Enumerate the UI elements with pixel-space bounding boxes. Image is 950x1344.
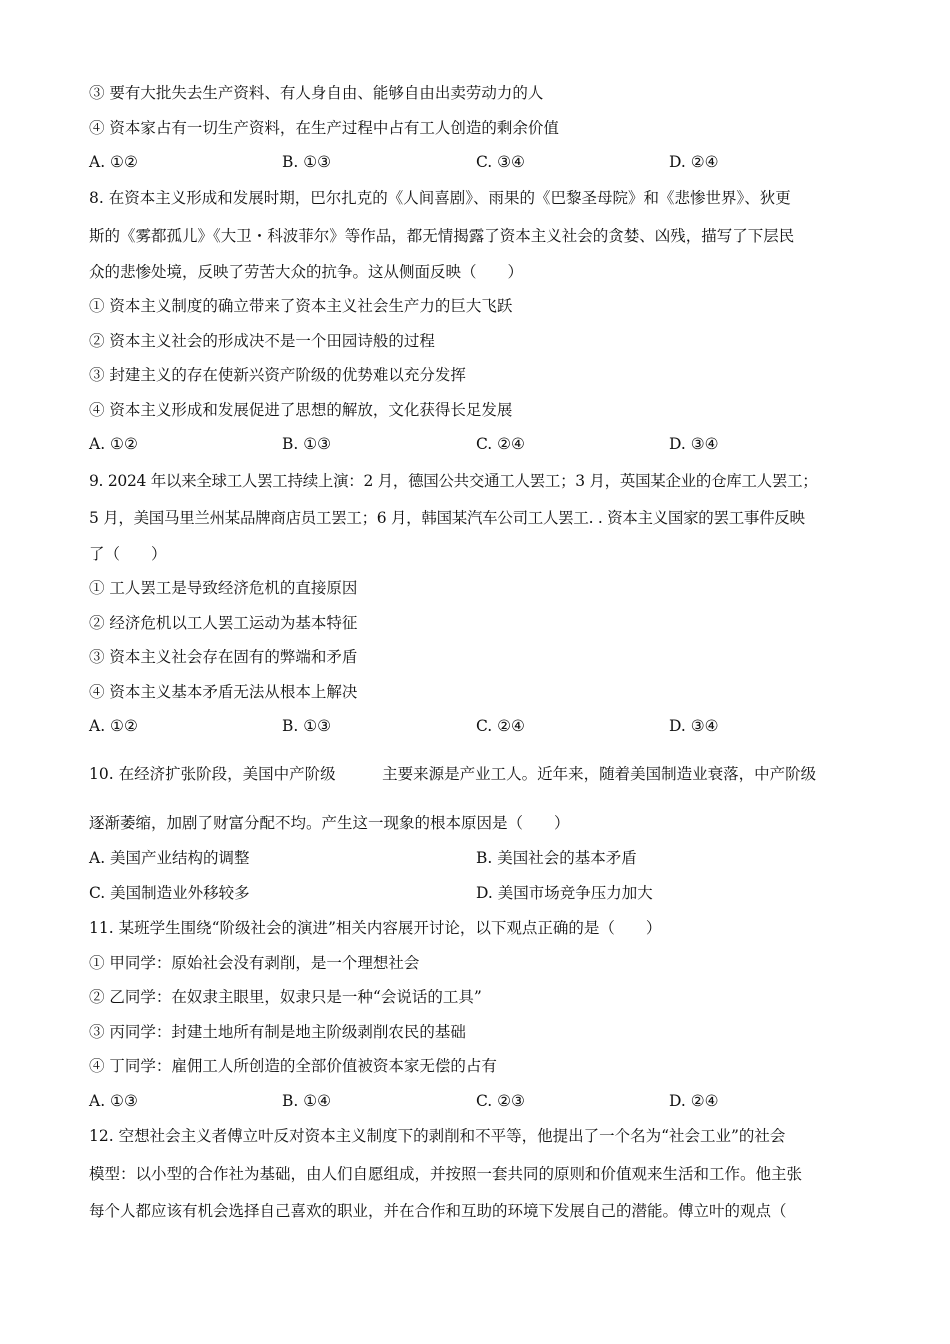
q8-item-1: ① 资本主义制度的确立带来了资本主义社会生产力的巨大飞跃 [89, 297, 513, 315]
q8-stem-line-2: 斯的《雾都孤儿》《大卫・科波菲尔》等作品，都无情揭露了资本主义社会的贪婪、凶残，描写了下层民 [89, 227, 795, 245]
q11-option-d: D. ②④ [669, 1092, 719, 1110]
q11-item-3: ③ 丙同学：封建土地所有制是地主阶级剥削农民的基础 [89, 1023, 466, 1041]
q9-item-1: ① 工人罢工是导致经济危机的直接原因 [89, 579, 358, 597]
q8-stem-line-3: 众的悲惨处境，反映了劳苦大众的抗争。这从侧面反映（ ） [89, 263, 524, 281]
q8-option-c: C. ②④ [476, 435, 525, 453]
q9-option-d: D. ③④ [669, 717, 719, 735]
q11-option-b: B. ①④ [282, 1092, 332, 1110]
q10-stem-line-2: 逐渐萎缩，加剧了财富分配不均。产生这一现象的根本原因是（ ） [89, 814, 570, 832]
q11-stem: 11. 某班学生围绕“阶级社会的演进”相关内容展开讨论，以下观点正确的是（ ） [89, 919, 662, 937]
q9-option-a: A. ①② [89, 717, 138, 735]
q8-options [89, 434, 879, 454]
q11-item-4: ④ 丁同学：雇佣工人所创造的全部价值被资本家无偿的占有 [89, 1057, 497, 1075]
q10-option-a: A. 美国产业结构的调整 [89, 849, 250, 867]
q9-stem-line-2: 5 月，美国马里兰州某品牌商店员工罢工；6 月，韩国某汽车公司工人罢工. . 资本主义国家的罢工事件反映 [89, 509, 805, 527]
q8-item-3: ③ 封建主义的存在使新兴资产阶级的优势难以充分发挥 [89, 366, 466, 384]
q7-item-4: ④ 资本家占有一切生产资料，在生产过程中占有工人创造的剩余价值 [89, 119, 559, 137]
q9-option-b: B. ①③ [282, 717, 332, 735]
q8-item-2: ② 资本主义社会的形成决不是一个田园诗般的过程 [89, 332, 435, 350]
q7-option-c: C. ③④ [476, 153, 525, 171]
q9-stem-line-1: 9. 2024 年以来全球工人罢工持续上演：2 月，德国公共交通工人罢工；3 月，英国某企业的仓库工人罢工； [89, 472, 818, 490]
q11-option-c: C. ②③ [476, 1092, 525, 1110]
q9-item-3: ③ 资本主义社会存在固有的弊端和矛盾 [89, 648, 358, 666]
q8-option-d: D. ③④ [669, 435, 719, 453]
q7-item-3: ③ 要有大批失去生产资料、有人身自由、能够自由出卖劳动力的人 [89, 84, 544, 102]
q7-options [89, 152, 879, 172]
q10-options-row-1 [89, 848, 879, 868]
q11-options [89, 1091, 879, 1111]
q7-option-a: A. ①② [89, 153, 138, 171]
q11-option-a: A. ①③ [89, 1092, 138, 1110]
q9-stem-line-3: 了（ ） [89, 545, 167, 563]
q8-item-4: ④ 资本主义形成和发展促进了思想的解放，文化获得长足发展 [89, 401, 513, 419]
q10-stem-line-1: 10. 在经济扩张阶段，美国中产阶级 主要来源是产业工人。近年来，随着美国制造业衰落，中产阶级 [89, 765, 817, 783]
q7-option-d: D. ②④ [669, 153, 719, 171]
q9-options [89, 716, 879, 736]
q11-item-2: ② 乙同学：在奴隶主眼里，奴隶只是一种“会说话的工具” [89, 988, 482, 1006]
q12-stem-line-3: 每个人都应该有机会选择自己喜欢的职业，并在合作和互助的环境下发展自己的潜能。傅立叶的观点（ [89, 1202, 787, 1220]
q8-option-a: A. ①② [89, 435, 138, 453]
q12-stem-line-2: 模型：以小型的合作社为基础，由人们自愿组成，并按照一套共同的原则和价值观来生活和工作。他主张 [89, 1165, 803, 1183]
q9-item-4: ④ 资本主义基本矛盾无法从根本上解决 [89, 683, 358, 701]
q9-option-c: C. ②④ [476, 717, 525, 735]
q7-option-b: B. ①③ [282, 153, 332, 171]
q12-stem-line-1: 12. 空想社会主义者傅立叶反对资本主义制度下的剥削和不平等，他提出了一个名为“社会工业”的社会 [89, 1127, 786, 1145]
q9-item-2: ② 经济危机以工人罢工运动为基本特征 [89, 614, 358, 632]
q10-options-row-2 [89, 883, 879, 903]
q10-option-d: D. 美国市场竞争压力加大 [476, 884, 653, 902]
q11-item-1: ① 甲同学：原始社会没有剥削，是一个理想社会 [89, 954, 420, 972]
q10-option-b: B. 美国社会的基本矛盾 [476, 849, 637, 867]
q8-stem-line-1: 8. 在资本主义形成和发展时期，巴尔扎克的《人间喜剧》、雨果的《巴黎圣母院》和《悲惨世界》、狄更 [89, 189, 791, 207]
q10-option-c: C. 美国制造业外移较多 [89, 884, 250, 902]
q8-option-b: B. ①③ [282, 435, 332, 453]
